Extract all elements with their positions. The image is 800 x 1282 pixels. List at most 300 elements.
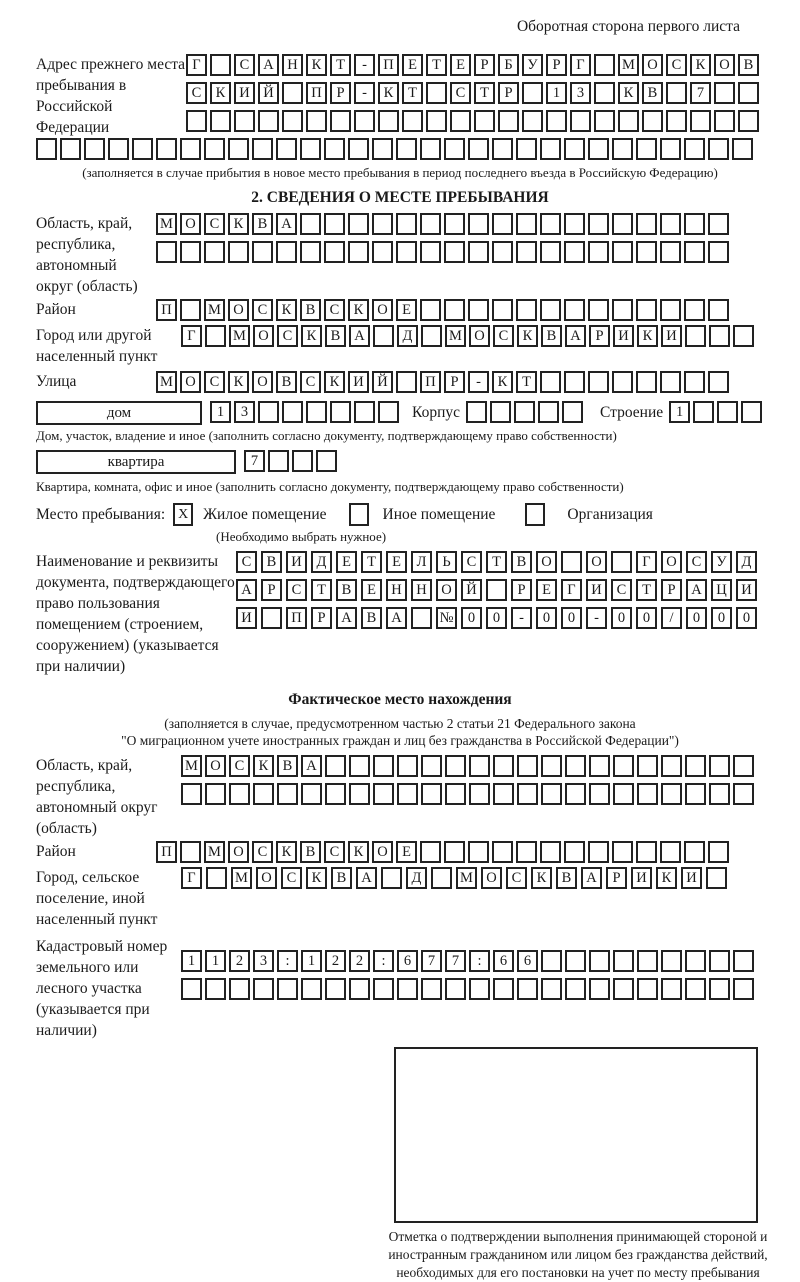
form-cell[interactable] — [474, 110, 495, 132]
form-cell[interactable]: М — [231, 867, 252, 889]
form-cell[interactable] — [611, 551, 632, 573]
form-cell[interactable] — [324, 138, 345, 160]
form-cell[interactable]: О — [469, 325, 490, 347]
form-cell[interactable]: М — [618, 54, 639, 76]
form-cell[interactable] — [612, 841, 633, 863]
form-cell[interactable] — [468, 213, 489, 235]
form-cell[interactable]: С — [204, 213, 225, 235]
form-cell[interactable] — [372, 241, 393, 263]
form-cell[interactable]: 3 — [253, 950, 274, 972]
form-cell[interactable]: А — [581, 867, 602, 889]
form-cell[interactable]: К — [210, 82, 231, 104]
form-cell[interactable]: П — [286, 607, 307, 629]
form-cell[interactable] — [636, 138, 657, 160]
form-cell[interactable] — [516, 241, 537, 263]
form-cell[interactable]: № — [436, 607, 457, 629]
form-cell[interactable]: Р — [511, 579, 532, 601]
form-cell[interactable] — [733, 783, 754, 805]
form-cell[interactable] — [492, 299, 513, 321]
form-cell[interactable]: 0 — [486, 607, 507, 629]
form-cell[interactable] — [349, 978, 370, 1000]
form-cell[interactable]: С — [461, 551, 482, 573]
form-cell[interactable]: С — [611, 579, 632, 601]
form-cell[interactable]: О — [372, 841, 393, 863]
form-cell[interactable] — [733, 950, 754, 972]
form-cell[interactable] — [373, 325, 394, 347]
form-cell[interactable] — [588, 241, 609, 263]
form-cell[interactable] — [306, 401, 327, 423]
form-cell[interactable] — [613, 950, 634, 972]
form-cell[interactable] — [277, 978, 298, 1000]
form-cell[interactable] — [565, 978, 586, 1000]
form-cell[interactable] — [685, 978, 706, 1000]
form-cell[interactable]: К — [301, 325, 322, 347]
form-cell[interactable]: В — [541, 325, 562, 347]
form-cell[interactable]: К — [690, 54, 711, 76]
form-cell[interactable] — [714, 110, 735, 132]
form-cell[interactable]: Р — [311, 607, 332, 629]
form-cell[interactable] — [261, 607, 282, 629]
form-cell[interactable] — [253, 783, 274, 805]
form-cell[interactable] — [714, 82, 735, 104]
form-cell[interactable] — [306, 110, 327, 132]
form-cell[interactable]: П — [420, 371, 441, 393]
form-cell[interactable]: С — [234, 54, 255, 76]
form-cell[interactable]: 1 — [181, 950, 202, 972]
form-cell[interactable] — [684, 241, 705, 263]
form-cell[interactable] — [421, 755, 442, 777]
form-cell[interactable]: 7 — [421, 950, 442, 972]
form-cell[interactable] — [709, 978, 730, 1000]
form-cell[interactable]: Г — [636, 551, 657, 573]
form-cell[interactable] — [354, 401, 375, 423]
form-cell[interactable]: М — [156, 371, 177, 393]
form-cell[interactable] — [517, 978, 538, 1000]
form-cell[interactable] — [661, 755, 682, 777]
form-cell[interactable] — [252, 138, 273, 160]
form-cell[interactable]: Н — [386, 579, 407, 601]
form-cell[interactable] — [564, 241, 585, 263]
form-cell[interactable] — [564, 213, 585, 235]
form-cell[interactable] — [540, 299, 561, 321]
form-cell[interactable]: К — [348, 299, 369, 321]
form-cell[interactable] — [685, 755, 706, 777]
form-cell[interactable] — [156, 241, 177, 263]
form-cell[interactable] — [469, 755, 490, 777]
form-cell[interactable] — [565, 755, 586, 777]
form-cell[interactable] — [637, 950, 658, 972]
form-cell[interactable] — [708, 371, 729, 393]
form-cell[interactable] — [636, 213, 657, 235]
form-cell[interactable] — [732, 138, 753, 160]
form-cell[interactable] — [540, 241, 561, 263]
form-cell[interactable] — [420, 213, 441, 235]
form-cell[interactable] — [373, 755, 394, 777]
form-cell[interactable] — [420, 299, 441, 321]
form-cell[interactable]: С — [229, 755, 250, 777]
form-cell[interactable] — [564, 371, 585, 393]
form-cell[interactable] — [258, 401, 279, 423]
form-cell[interactable] — [181, 978, 202, 1000]
form-cell[interactable]: И — [736, 579, 757, 601]
form-cell[interactable]: 6 — [517, 950, 538, 972]
form-cell[interactable]: О — [372, 299, 393, 321]
form-cell[interactable] — [594, 82, 615, 104]
form-cell[interactable] — [206, 867, 227, 889]
form-cell[interactable] — [636, 371, 657, 393]
form-cell[interactable] — [738, 110, 759, 132]
form-cell[interactable] — [180, 138, 201, 160]
form-cell[interactable] — [612, 241, 633, 263]
form-cell[interactable] — [301, 978, 322, 1000]
form-cell[interactable] — [636, 299, 657, 321]
form-cell[interactable]: О — [205, 755, 226, 777]
form-cell[interactable] — [378, 401, 399, 423]
form-cell[interactable] — [396, 241, 417, 263]
form-cell[interactable] — [685, 325, 706, 347]
form-cell[interactable]: Д — [406, 867, 427, 889]
form-cell[interactable]: Т — [516, 371, 537, 393]
form-cell[interactable]: 3 — [570, 82, 591, 104]
form-cell[interactable]: В — [738, 54, 759, 76]
form-cell[interactable] — [493, 978, 514, 1000]
form-cell[interactable]: К — [276, 299, 297, 321]
form-cell[interactable] — [277, 783, 298, 805]
form-cell[interactable]: - — [354, 54, 375, 76]
form-cell[interactable]: Р — [474, 54, 495, 76]
form-cell[interactable] — [348, 138, 369, 160]
form-cell[interactable]: О — [253, 325, 274, 347]
form-cell[interactable] — [156, 138, 177, 160]
form-cell[interactable] — [205, 783, 226, 805]
form-cell[interactable]: Р — [261, 579, 282, 601]
form-cell[interactable]: Р — [330, 82, 351, 104]
form-cell[interactable] — [708, 138, 729, 160]
form-cell[interactable] — [486, 579, 507, 601]
form-cell[interactable] — [637, 755, 658, 777]
form-cell[interactable]: О — [586, 551, 607, 573]
form-cell[interactable] — [228, 241, 249, 263]
form-cell[interactable] — [324, 241, 345, 263]
form-cell[interactable] — [540, 841, 561, 863]
form-cell[interactable] — [570, 110, 591, 132]
form-cell[interactable] — [258, 110, 279, 132]
form-cell[interactable] — [613, 978, 634, 1000]
form-cell[interactable]: Т — [361, 551, 382, 573]
form-cell[interactable] — [660, 213, 681, 235]
form-cell[interactable]: Т — [311, 579, 332, 601]
form-cell[interactable] — [325, 755, 346, 777]
form-cell[interactable] — [282, 82, 303, 104]
form-cell[interactable]: К — [618, 82, 639, 104]
form-cell[interactable] — [36, 138, 57, 160]
form-cell[interactable]: К — [637, 325, 658, 347]
form-cell[interactable]: 3 — [234, 401, 255, 423]
form-cell[interactable] — [402, 110, 423, 132]
form-cell[interactable]: : — [469, 950, 490, 972]
form-cell[interactable]: О — [536, 551, 557, 573]
form-cell[interactable]: Т — [330, 54, 351, 76]
form-cell[interactable]: Р — [498, 82, 519, 104]
form-cell[interactable] — [469, 978, 490, 1000]
form-cell[interactable]: И — [348, 371, 369, 393]
form-cell[interactable] — [589, 755, 610, 777]
form-cell[interactable]: Е — [396, 841, 417, 863]
form-cell[interactable] — [733, 755, 754, 777]
form-cell[interactable] — [612, 371, 633, 393]
form-cell[interactable] — [492, 213, 513, 235]
form-cell[interactable] — [516, 299, 537, 321]
form-cell[interactable] — [709, 783, 730, 805]
form-cell[interactable]: Д — [397, 325, 418, 347]
form-cell[interactable] — [540, 371, 561, 393]
form-cell[interactable]: И — [236, 607, 257, 629]
form-cell[interactable]: А — [236, 579, 257, 601]
form-cell[interactable]: М — [156, 213, 177, 235]
form-cell[interactable]: К — [348, 841, 369, 863]
form-cell[interactable]: 7 — [690, 82, 711, 104]
form-cell[interactable] — [717, 401, 738, 423]
form-cell[interactable] — [709, 755, 730, 777]
form-cell[interactable]: С — [277, 325, 298, 347]
form-cell[interactable]: М — [456, 867, 477, 889]
form-cell[interactable]: А — [258, 54, 279, 76]
form-cell[interactable]: Н — [411, 579, 432, 601]
form-cell[interactable] — [325, 783, 346, 805]
form-cell[interactable] — [660, 299, 681, 321]
form-cell[interactable] — [538, 401, 559, 423]
form-cell[interactable] — [517, 783, 538, 805]
form-cell[interactable]: Л — [411, 551, 432, 573]
form-cell[interactable] — [660, 841, 681, 863]
form-cell[interactable] — [522, 110, 543, 132]
form-cell[interactable] — [469, 783, 490, 805]
form-cell[interactable] — [397, 755, 418, 777]
form-cell[interactable] — [612, 138, 633, 160]
form-cell[interactable] — [636, 241, 657, 263]
form-cell[interactable] — [642, 110, 663, 132]
form-cell[interactable] — [397, 783, 418, 805]
form-cell[interactable] — [397, 978, 418, 1000]
form-cell[interactable] — [276, 241, 297, 263]
form-cell[interactable] — [180, 299, 201, 321]
form-cell[interactable]: О — [642, 54, 663, 76]
form-cell[interactable]: Е — [396, 299, 417, 321]
form-cell[interactable] — [421, 325, 442, 347]
form-cell[interactable]: К — [378, 82, 399, 104]
form-cell[interactable]: О — [180, 213, 201, 235]
form-cell[interactable]: Е — [361, 579, 382, 601]
form-cell[interactable]: Р — [589, 325, 610, 347]
form-cell[interactable] — [684, 299, 705, 321]
form-cell[interactable]: 7 — [445, 950, 466, 972]
form-cell[interactable]: О — [714, 54, 735, 76]
form-cell[interactable]: - — [586, 607, 607, 629]
form-cell[interactable]: А — [565, 325, 586, 347]
form-cell[interactable] — [684, 371, 705, 393]
form-cell[interactable] — [348, 213, 369, 235]
form-cell[interactable] — [229, 978, 250, 1000]
form-cell[interactable] — [330, 401, 351, 423]
form-cell[interactable]: Г — [186, 54, 207, 76]
form-cell[interactable]: А — [336, 607, 357, 629]
form-cell[interactable]: В — [336, 579, 357, 601]
form-cell[interactable]: Е — [450, 54, 471, 76]
form-cell[interactable]: К — [276, 841, 297, 863]
form-cell[interactable]: Ц — [711, 579, 732, 601]
form-cell[interactable] — [666, 82, 687, 104]
form-cell[interactable]: Д — [311, 551, 332, 573]
form-cell[interactable] — [60, 138, 81, 160]
form-cell[interactable]: С — [186, 82, 207, 104]
form-cell[interactable]: / — [661, 607, 682, 629]
form-cell[interactable] — [693, 401, 714, 423]
form-cell[interactable] — [492, 241, 513, 263]
form-cell[interactable]: М — [229, 325, 250, 347]
form-cell[interactable] — [450, 110, 471, 132]
form-cell[interactable] — [186, 110, 207, 132]
form-cell[interactable] — [561, 551, 582, 573]
form-cell[interactable] — [316, 450, 337, 472]
form-cell[interactable]: 0 — [536, 607, 557, 629]
form-cell[interactable] — [637, 978, 658, 1000]
form-cell[interactable] — [733, 978, 754, 1000]
form-cell[interactable] — [588, 138, 609, 160]
form-cell[interactable] — [84, 138, 105, 160]
form-cell[interactable]: Й — [258, 82, 279, 104]
form-cell[interactable] — [468, 841, 489, 863]
form-cell[interactable] — [660, 138, 681, 160]
form-cell[interactable]: В — [325, 325, 346, 347]
form-cell[interactable]: О — [481, 867, 502, 889]
form-cell[interactable]: С — [324, 299, 345, 321]
form-cell[interactable] — [684, 138, 705, 160]
form-cell[interactable] — [420, 138, 441, 160]
form-cell[interactable] — [660, 371, 681, 393]
form-cell[interactable]: Р — [661, 579, 682, 601]
form-cell[interactable] — [373, 783, 394, 805]
form-cell[interactable] — [426, 110, 447, 132]
form-cell[interactable] — [229, 783, 250, 805]
form-cell[interactable]: Т — [402, 82, 423, 104]
form-cell[interactable]: В — [261, 551, 282, 573]
form-cell[interactable] — [396, 371, 417, 393]
form-cell[interactable] — [378, 110, 399, 132]
form-cell[interactable] — [396, 138, 417, 160]
form-cell[interactable] — [421, 783, 442, 805]
form-cell[interactable]: 1 — [205, 950, 226, 972]
form-cell[interactable]: Е — [386, 551, 407, 573]
form-cell[interactable]: : — [277, 950, 298, 972]
form-cell[interactable]: П — [306, 82, 327, 104]
form-cell[interactable] — [300, 138, 321, 160]
form-cell[interactable] — [431, 867, 452, 889]
form-cell[interactable] — [468, 241, 489, 263]
form-cell[interactable] — [204, 138, 225, 160]
form-cell[interactable] — [204, 241, 225, 263]
form-cell[interactable] — [613, 783, 634, 805]
form-cell[interactable] — [420, 841, 441, 863]
form-cell[interactable]: О — [228, 841, 249, 863]
form-cell[interactable]: К — [656, 867, 677, 889]
form-cell[interactable] — [325, 978, 346, 1000]
form-cell[interactable]: Д — [736, 551, 757, 573]
form-cell[interactable]: А — [349, 325, 370, 347]
form-cell[interactable]: 0 — [736, 607, 757, 629]
form-cell[interactable] — [205, 325, 226, 347]
form-cell[interactable]: Т — [636, 579, 657, 601]
form-cell[interactable]: У — [711, 551, 732, 573]
form-cell[interactable] — [444, 841, 465, 863]
form-cell[interactable] — [228, 138, 249, 160]
form-cell[interactable] — [444, 299, 465, 321]
form-cell[interactable]: 1 — [301, 950, 322, 972]
form-cell[interactable] — [666, 110, 687, 132]
form-cell[interactable]: 2 — [349, 950, 370, 972]
form-cell[interactable]: К — [253, 755, 274, 777]
form-cell[interactable]: К — [492, 371, 513, 393]
form-cell[interactable]: П — [378, 54, 399, 76]
form-cell[interactable]: С — [686, 551, 707, 573]
form-cell[interactable] — [588, 841, 609, 863]
form-cell[interactable] — [565, 950, 586, 972]
form-cell[interactable] — [564, 841, 585, 863]
form-cell[interactable] — [660, 241, 681, 263]
form-cell[interactable]: А — [686, 579, 707, 601]
form-cell[interactable] — [690, 110, 711, 132]
form-cell[interactable]: 1 — [210, 401, 231, 423]
form-cell[interactable] — [661, 950, 682, 972]
form-cell[interactable]: 0 — [636, 607, 657, 629]
form-cell[interactable] — [613, 755, 634, 777]
form-cell[interactable]: О — [180, 371, 201, 393]
form-cell[interactable]: В — [277, 755, 298, 777]
form-cell[interactable]: И — [631, 867, 652, 889]
form-cell[interactable]: А — [276, 213, 297, 235]
form-cell[interactable] — [546, 110, 567, 132]
form-cell[interactable]: О — [252, 371, 273, 393]
form-cell[interactable] — [588, 213, 609, 235]
form-cell[interactable] — [493, 755, 514, 777]
form-cell[interactable]: В — [361, 607, 382, 629]
form-cell[interactable] — [684, 213, 705, 235]
form-cell[interactable] — [564, 138, 585, 160]
form-cell[interactable]: К — [517, 325, 538, 347]
form-cell[interactable]: 0 — [711, 607, 732, 629]
form-cell[interactable]: С — [236, 551, 257, 573]
form-cell[interactable] — [268, 450, 289, 472]
form-cell[interactable]: М — [204, 299, 225, 321]
form-cell[interactable] — [540, 138, 561, 160]
form-cell[interactable] — [565, 783, 586, 805]
form-cell[interactable]: 6 — [493, 950, 514, 972]
form-cell[interactable] — [381, 867, 402, 889]
form-cell[interactable] — [733, 325, 754, 347]
form-cell[interactable]: Т — [426, 54, 447, 76]
form-cell[interactable]: И — [661, 325, 682, 347]
form-cell[interactable] — [589, 950, 610, 972]
form-cell[interactable]: О — [228, 299, 249, 321]
form-cell[interactable] — [612, 213, 633, 235]
form-cell[interactable]: С — [252, 841, 273, 863]
form-cell[interactable] — [396, 213, 417, 235]
form-cell[interactable]: С — [506, 867, 527, 889]
form-cell[interactable]: Г — [570, 54, 591, 76]
form-cell[interactable]: С — [493, 325, 514, 347]
form-cell[interactable] — [324, 213, 345, 235]
stay-option-other-checkbox[interactable] — [349, 503, 369, 526]
form-cell[interactable]: А — [386, 607, 407, 629]
